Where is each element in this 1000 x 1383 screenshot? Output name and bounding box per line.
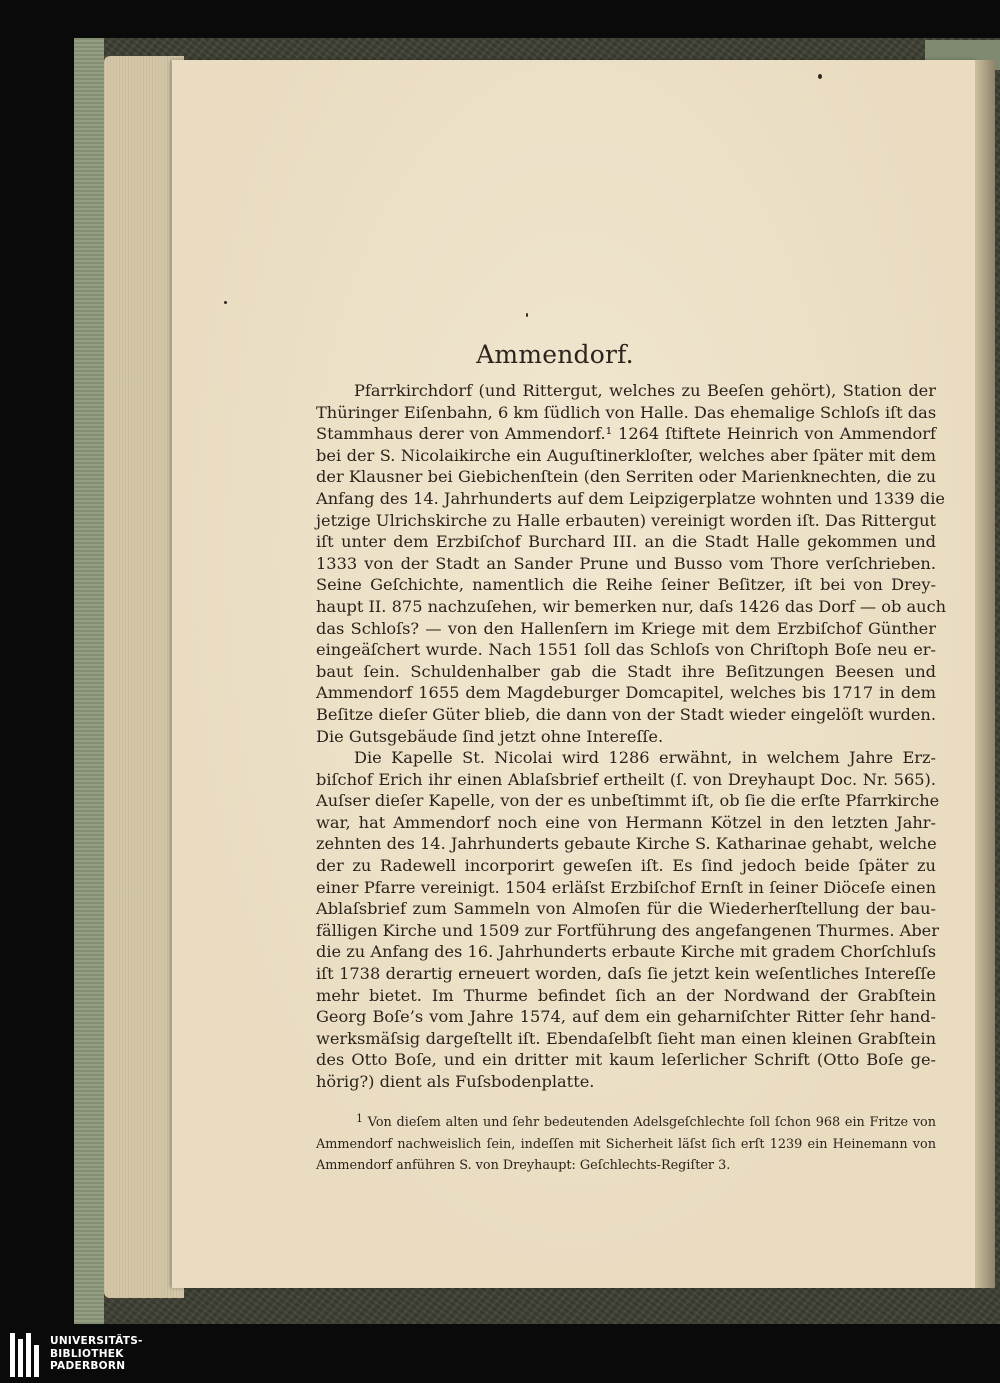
paragraph-1 [316, 380, 947, 747]
library-logo-text [50, 1335, 143, 1373]
text-line: hörig?) dient als Fuſsbodenplatte. [316, 1072, 595, 1091]
text-line: Ablaſsbrief zum Sammeln von Almoſen für die Wiederherſtellung der bau- [316, 899, 936, 919]
page-gutter [975, 60, 995, 1288]
library-logo-line: BIBLIOTHEK [50, 1347, 124, 1360]
paragraph-2 [316, 747, 940, 1093]
text-line: das Schloſs? — von den Hallenſern im Kriege mit dem Erzbiſchof Günther [316, 618, 936, 638]
body-text [316, 380, 947, 1093]
text-line: Auſser dieſer Kapelle, von der es unbeſtimmt iſt, ob ſie die erſte Pfarrkirche [316, 791, 940, 811]
paper-speck [224, 301, 227, 304]
paper-speck [818, 74, 822, 79]
text-line: war, hat Ammendorf noch eine von Hermann Kötzel in den letzten Jahr- [316, 812, 936, 832]
footnote-line: Ammendorf nachweislich ſein, indeſſen mit Sicherheit läſst ſich erſt 1239 ein Heinemann von [316, 1136, 936, 1152]
footnote-text: Von dieſem alten und ſehr bedeutenden Adelsgeſchlechte ſoll ſchon 968 ein Fritze von [367, 1115, 936, 1130]
text-line: Pfarrkirchdorf (und Rittergut, welches zu Beeſen gehört), Station der [354, 381, 936, 400]
text-line: des Otto Boſe, und ein dritter mit kaum leſerlicher Schrift (Otto Boſe ge- [316, 1050, 936, 1070]
text-line: iſt unter dem Erzbiſchof Burchard III. an die Stadt Halle gekommen und [316, 532, 936, 552]
text-line: der zu Radewell incorporirt geweſen iſt. Es ſind jedoch beide ſpäter zu [316, 856, 936, 876]
page-title: Ammendorf. [476, 340, 634, 369]
text-line: Stammhaus derer von Ammendorf.¹ 1264 ſtiftete Heinrich von Ammendorf [316, 424, 936, 444]
library-logo-icon [10, 1333, 44, 1377]
text-line: Die Gutsgebäude ſind jetzt ohne Intereſſe. [316, 726, 664, 746]
text-line: Seine Geſchichte, namentlich die Reihe ſeiner Beſitzer, iſt bei von Drey- [316, 575, 936, 595]
text-line: 1333 von der Stadt an Sander Prune und Busso vom Thore verſchrieben. [316, 553, 936, 573]
text-line: eingeäſchert wurde. Nach 1551 ſoll das Schloſs von Chriſtoph Boſe neu er- [316, 640, 936, 660]
text-line: Anfang des 14. Jahrhunderts auf dem Leipzigerplatze wohnten und 1339 die [316, 488, 945, 508]
text-line: die zu Anfang des 16. Jahrhunderts erbaute Kirche mit gradem Chorſchluſs [316, 942, 936, 962]
paper-speck [526, 313, 528, 317]
text-line: biſchof Erich ihr einen Ablaſsbrief ertheilt (ſ. von Dreyhaupt Doc. Nr. 565). [316, 769, 936, 789]
footnote-line: Ammendorf anführen S. von Dreyhaupt: Geſchlechts-Regiſter 3. [316, 1158, 731, 1173]
text-line: zehnten des 14. Jahrhunderts gebaute Kirche S. Katharinae gehabt, welche [316, 834, 937, 854]
text-line: Thüringer Eiſenbahn, 6 km ſüdlich von Halle. Das ehemalige Schloſs iſt das [316, 402, 937, 422]
footnote [316, 1108, 936, 1177]
text-line: werksmäſsig dargeſtellt iſt. Ebendaſelbſt ſieht man einen kleinen Grabſtein [316, 1028, 936, 1048]
book-spine-cloth [74, 38, 104, 1324]
text-line: Die Kapelle St. Nicolai wird 1286 erwähnt, in welchem Jahre Erz- [354, 748, 936, 768]
text-line: jetzige Ulrichskirche zu Halle erbauten) vereinigt worden iſt. Das Rittergut [316, 510, 936, 530]
footnote-line [316, 1108, 936, 1134]
library-logo-line: PADERBORN [50, 1360, 126, 1373]
text-line: iſt 1738 derartig erneuert worden, daſs ſie jetzt kein weſentliches Intereſſe [316, 964, 936, 984]
text-line: fälligen Kirche und 1509 zur Fortführung des angefangenen Thurmes. Aber [316, 920, 940, 940]
footnote-marker: 1 [356, 1112, 363, 1125]
text-line: mehr bietet. Im Thurme befindet ſich an der Nordwand der Grabſtein [316, 985, 936, 1005]
text-line: Georg Boſe’s vom Jahre 1574, auf dem ein geharniſchter Ritter ſehr hand- [316, 1007, 936, 1027]
text-line: bei der S. Nicolaikirche ein Auguſtinerkloſter, welches aber ſpäter mit dem [316, 445, 936, 465]
text-line: der Klausner bei Giebichenſtein (den Serriten oder Marienknechten, die zu [316, 467, 936, 487]
text-line: haupt II. 875 nachzuſehen, wir bemerken nur, daſs 1426 das Dorf — ob auch [316, 596, 947, 616]
library-logo [10, 1333, 210, 1379]
text-line: einer Pfarre vereinigt. 1504 erläſst Erzbiſchof Ernſt in ſeiner Diöceſe einen [316, 877, 936, 897]
library-logo-line: UNIVERSITÄTS- [50, 1335, 143, 1347]
text-line: baut ſein. Schuldenhalber gab die Stadt ihre Beſitzungen Beesen und [316, 661, 936, 681]
text-line: Beſitze dieſer Güter blieb, die dann von der Stadt wieder eingelöſt wurden. [316, 704, 936, 724]
text-line: Ammendorf 1655 dem Magdeburger Domcapitel, welches bis 1717 in dem [316, 683, 936, 703]
